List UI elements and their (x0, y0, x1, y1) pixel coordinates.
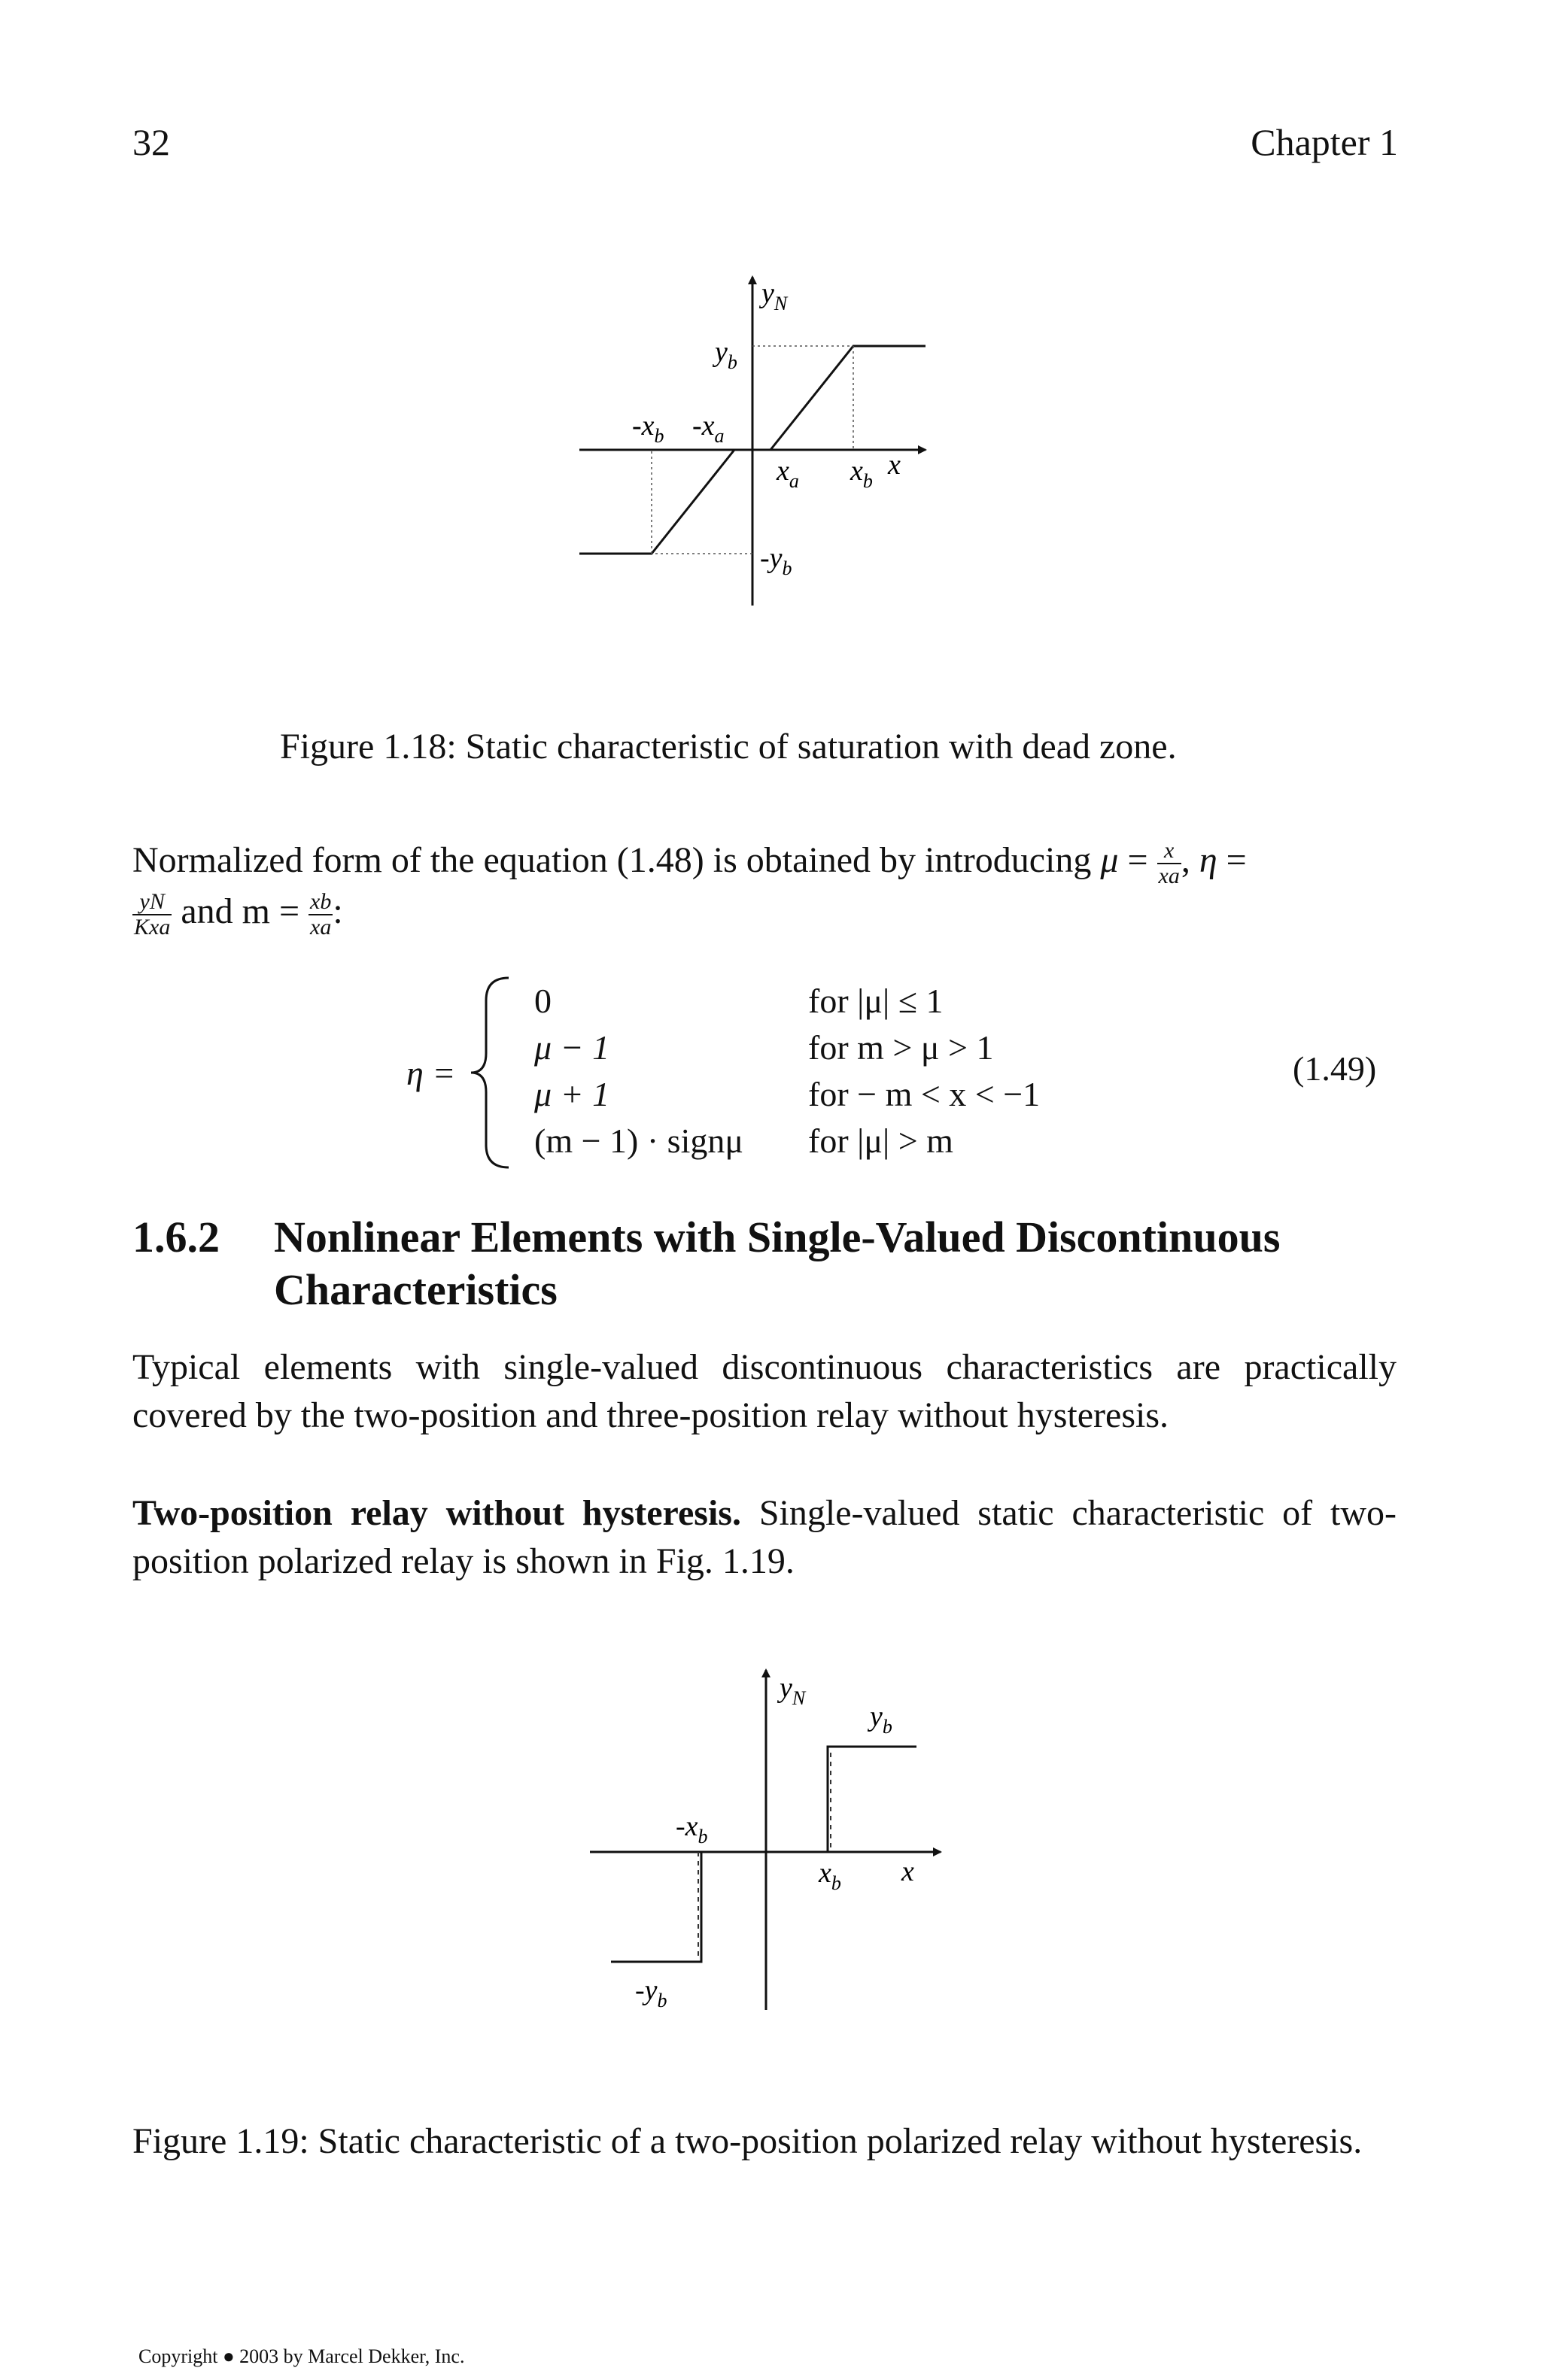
label-neg-yb: $-y_b$ (760, 542, 792, 579)
label-yN: $y_N$ (780, 1672, 806, 1709)
label-xb: $x_b$ (819, 1857, 841, 1894)
figure-1-18-caption: Figure 1.18: Static characteristic of saturation with dead zone. (280, 727, 1177, 767)
section-number: 1.6.2 (132, 1213, 220, 1261)
label-xa: $x_a$ (777, 455, 799, 492)
running-header: Chapter 1 (1251, 121, 1398, 163)
intro-line-2: $\frac{yN}{\text{Kxa}}$ and m = $\frac{xb}{xa}$ : (134, 888, 343, 940)
case-expr-4: (m − 1) · signμ (534, 1122, 744, 1160)
figure-1-18 (572, 263, 948, 609)
label-neg-yb: $-y_b$ (635, 1975, 667, 2011)
label-neg-xb: $-x_b$ (676, 1811, 708, 1847)
paragraph-2: Two-position relay without hysteresis. Single-valued static characteristic of two-position polarized relay is shown in Fig. 1.19. (132, 1493, 1397, 1581)
label-x-axis: x (901, 1856, 914, 1887)
equation-lhs: η = (406, 1054, 456, 1092)
equation-number: (1.49) (1293, 1049, 1377, 1088)
label-neg-xb: $-x_b$ (632, 410, 664, 447)
label-xb: $x_b$ (850, 455, 873, 492)
section-title-line-1: Nonlinear Elements with Single-Valued Discontinuous (274, 1213, 1281, 1261)
relay-negative (611, 1852, 701, 1962)
case-expr-1: 0 (534, 982, 552, 1020)
copyright-footer: Copyright ● 2003 by Marcel Dekker, Inc. (138, 2345, 465, 2367)
figure-1-19-caption: Figure 1.19: Static characteristic of a two-position polarized relay without hysteresis. (132, 2121, 1363, 2161)
section-title-line-2: Characteristics (274, 1265, 558, 1314)
figure-1-19 (572, 1655, 963, 2023)
label-neg-xa: $-x_a$ (692, 410, 725, 447)
section-title (274, 1211, 1403, 1316)
paragraph-1: Typical elements with single-valued discontinuous characteristics are practically covered by the two-position and three-position relay without hysteresis. (132, 1347, 1397, 1435)
label-yN: $y_N$ (761, 278, 788, 314)
label-yb: $y_b$ (870, 1701, 892, 1738)
saturation-curve-negative (579, 450, 734, 554)
paragraph-2-lead: Two-position relay without hysteresis. (132, 1493, 741, 1533)
case-expr-3: μ + 1 (534, 1075, 610, 1113)
intro-line-1: Normalized form of the equation (1.48) is obtained by introducing μ = $\frac{x}{xa}$ , η = (132, 837, 1247, 888)
relay-positive (828, 1747, 916, 1852)
equation-cases-cond (808, 978, 1040, 1164)
page-number: 32 (132, 121, 170, 163)
case-cond-2: for m > μ > 1 (808, 1028, 994, 1067)
label-x-axis: x (888, 449, 901, 481)
saturation-curve-positive (770, 346, 926, 450)
case-expr-2: μ − 1 (534, 1028, 610, 1067)
label-yb: $y_b$ (715, 336, 737, 373)
case-cond-3: for − m < x < −1 (808, 1075, 1041, 1113)
case-cond-4: for |μ| > m (808, 1122, 953, 1160)
equation-brace (470, 975, 515, 1170)
equation-cases-expr (534, 978, 743, 1164)
case-cond-1: for |μ| ≤ 1 (808, 982, 944, 1020)
